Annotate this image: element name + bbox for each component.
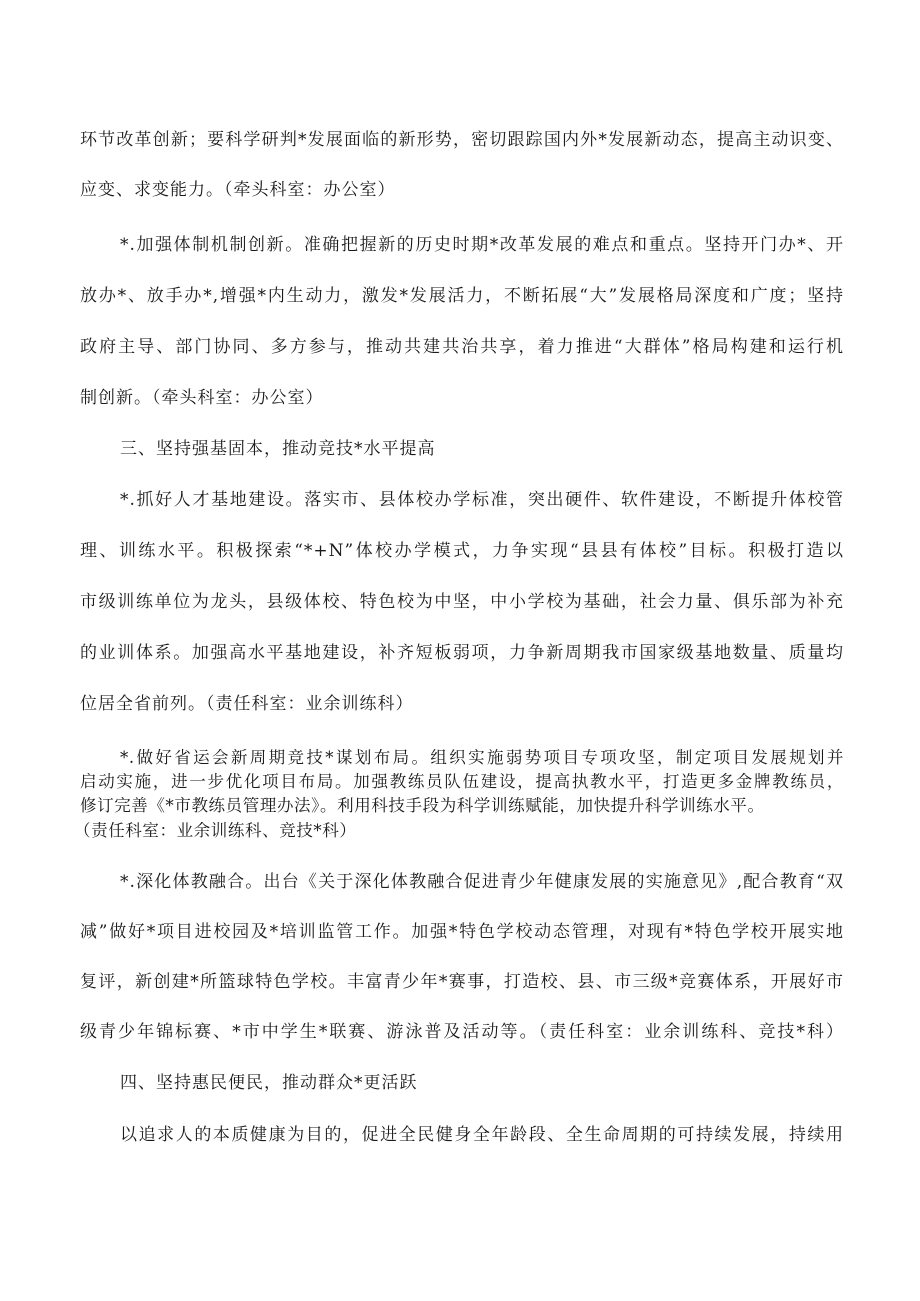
paragraph-line: 的业训体系。加强高水平基地建设，补齐短板弱项，力争新周期我市国家级基地数量、质量均 (80, 643, 844, 663)
paragraph-line: （责任科室：业余训练科、竞技*科） (74, 821, 357, 840)
section-heading: 四、坚持惠民便民，推动群众*更活跃 (120, 1073, 418, 1093)
paragraph-line: 市级训练单位为龙头，县级体校、特色校为中坚，中小学校为基础，社会力量、俱乐部为补充 (80, 592, 844, 612)
paragraph-line: 制创新。（牵头科室：办公室） (80, 388, 324, 408)
paragraph-line: *.深化体教融合。出台《关于深化体教融合促进青少年健康发展的实施意见》,配合教育“双 (120, 872, 844, 892)
paragraph-line: 政府主导、部门协同、多方参与，推动共建共治共享，着力推进“大群体”格局构建和运行机 (80, 337, 844, 357)
paragraph-line: 环节改革创新；要科学研判*发展面临的新形势，密切跟踪国内外*发展新动态，提高主动识变、 (80, 130, 844, 150)
paragraph-line: 级青少年锦标赛、*市中学生*联赛、游泳普及活动等。（责任科室：业余训练科、竞技*科） (80, 1022, 844, 1042)
section-heading: 三、坚持强基固本，推动竞技*水平提高 (120, 439, 436, 459)
paragraph-line: *.做好省运会新周期竞技*谋划布局。组织实施弱势项目专项攻坚，制定项目发展规划并 (120, 748, 844, 767)
paragraph-line: *.加强体制机制创新。准确把握新的历史时期*改革发展的难点和重点。坚持开门办*、开 (120, 235, 844, 255)
paragraph-line: 位居全省前列。（责任科室：业余训练科） (80, 694, 414, 714)
paragraph-line: 修订完善《*市教练员管理办法》。利用科技手段为科学训练赋能，加快提升科学训练水平。 (80, 796, 765, 815)
paragraph-line: 放办*、放手办*,增强*内生动力，激发*发展活力，不断拓展“大”发展格局深度和广度；坚持 (80, 286, 844, 306)
paragraph-line: 理、训练水平。积极探索“*+N”体校办学模式，力争实现“县县有体校”目标。积极打造以 (80, 541, 844, 561)
paragraph-line: 复评，新创建*所篮球特色学校。丰富青少年*赛事，打造校、县、市三级*竞赛体系，开展好市 (80, 972, 844, 992)
paragraph-line: *.抓好人才基地建设。落实市、县体校办学标准，突出硬件、软件建设，不断提升体校管 (120, 490, 844, 510)
paragraph-line: 减”做好*项目进校园及*培训监管工作。加强*特色学校动态管理，对现有*特色学校开展实地 (80, 922, 844, 942)
paragraph-line: 启动实施，进一步优化项目布局。加强教练员队伍建设，提高执教水平，打造更多金牌教练员， (80, 772, 844, 791)
paragraph-line: 以追求人的本质健康为目的，促进全民健身全年龄段、全生命周期的可持续发展，持续用 (120, 1125, 844, 1145)
paragraph-line: 应变、求变能力。（牵头科室：办公室） (80, 180, 396, 200)
